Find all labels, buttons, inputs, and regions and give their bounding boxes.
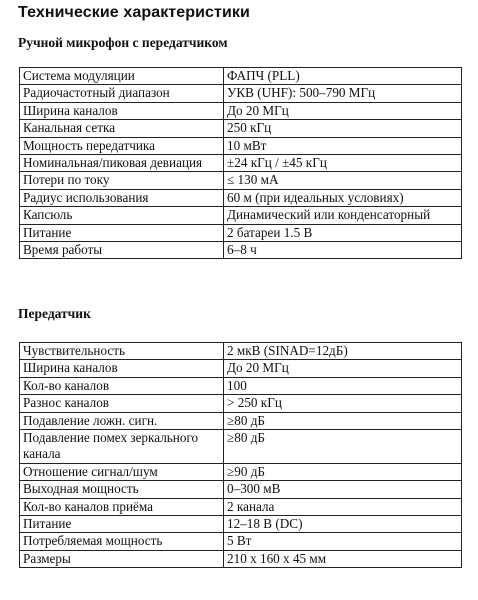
table-row: [20, 343, 462, 360]
param-cell: Время работы: [20, 242, 224, 259]
value-cell: 210 x 160 x 45 мм: [224, 550, 462, 567]
table-row: [20, 533, 462, 550]
table-row: [20, 207, 462, 224]
param-cell: Ширина каналов: [20, 360, 224, 377]
value-cell: > 250 кГц: [224, 395, 462, 412]
table-row: [20, 516, 462, 533]
param-cell: Радиочастотный диапазон: [20, 85, 224, 102]
table-row: [20, 463, 462, 480]
page-title: Технические характеристики: [18, 4, 250, 21]
value-cell: 0–300 мВ: [224, 481, 462, 498]
table-row: [20, 412, 462, 429]
param-cell: Выходная мощность: [20, 481, 224, 498]
param-cell: Потери по току: [20, 172, 224, 189]
param-cell: Система модуляции: [20, 68, 224, 85]
table-row: [20, 481, 462, 498]
value-cell: ±24 кГц / ±45 кГц: [224, 155, 462, 172]
param-cell: Ширина каналов: [20, 102, 224, 119]
table-row: [20, 550, 462, 567]
value-cell: ≥80 дБ: [224, 412, 462, 429]
value-cell: 5 Вт: [224, 533, 462, 550]
param-cell: Чувствительность: [20, 343, 224, 360]
table-row: [20, 224, 462, 241]
value-cell: ФАПЧ (PLL): [224, 68, 462, 85]
param-cell: Потребляемая мощность: [20, 533, 224, 550]
value-cell: 60 м (при идеальных условиях): [224, 189, 462, 206]
value-cell: 10 мВт: [224, 137, 462, 154]
value-cell: ≥80 дБ: [224, 430, 462, 464]
table-row: [20, 85, 462, 102]
value-cell: 250 кГц: [224, 120, 462, 137]
value-cell: 6–8 ч: [224, 242, 462, 259]
table-row: [20, 155, 462, 172]
value-cell: До 20 МГц: [224, 102, 462, 119]
value-cell: 100: [224, 377, 462, 394]
value-cell: 12–18 В (DC): [224, 516, 462, 533]
transmitter-spec-table: [19, 342, 462, 568]
value-cell: ≤ 130 мА: [224, 172, 462, 189]
param-cell: Мощность передатчика: [20, 137, 224, 154]
param-cell: Канальная сетка: [20, 120, 224, 137]
value-cell: УКВ (UHF): 500–790 МГц: [224, 85, 462, 102]
section-heading-microphone: Ручной микрофон с передатчиком: [18, 35, 228, 50]
table-row: [20, 498, 462, 515]
param-cell: Питание: [20, 516, 224, 533]
table-row: [20, 172, 462, 189]
table-row: [20, 377, 462, 394]
table-row: [20, 102, 462, 119]
table-row: [20, 430, 462, 464]
param-cell: Подавление ложн. сигн.: [20, 412, 224, 429]
value-cell: 2 канала: [224, 498, 462, 515]
param-cell: Кол-во каналов: [20, 377, 224, 394]
param-cell: Питание: [20, 224, 224, 241]
value-cell: До 20 МГц: [224, 360, 462, 377]
param-cell: Радиус использования: [20, 189, 224, 206]
param-cell: Разнос каналов: [20, 395, 224, 412]
table-row: [20, 68, 462, 85]
param-cell: Размеры: [20, 550, 224, 567]
section-heading-transmitter: Передатчик: [18, 306, 91, 321]
table-row: [20, 189, 462, 206]
table-row: [20, 137, 462, 154]
table-row: [20, 395, 462, 412]
table-row: [20, 120, 462, 137]
table-row: [20, 360, 462, 377]
param-cell: Подавление помех зеркального канала: [20, 430, 224, 464]
table-row: [20, 242, 462, 259]
param-cell: Отношение сигнал/шум: [20, 463, 224, 480]
value-cell: Динамический или конденсаторный: [224, 207, 462, 224]
param-cell: Кол-во каналов приёма: [20, 498, 224, 515]
value-cell: ≥90 дБ: [224, 463, 462, 480]
microphone-spec-table: [19, 67, 462, 259]
value-cell: 2 мкВ (SINAD=12дБ): [224, 343, 462, 360]
param-cell: Номинальная/пиковая девиация: [20, 155, 224, 172]
value-cell: 2 батареи 1.5 В: [224, 224, 462, 241]
param-cell: Капсюль: [20, 207, 224, 224]
